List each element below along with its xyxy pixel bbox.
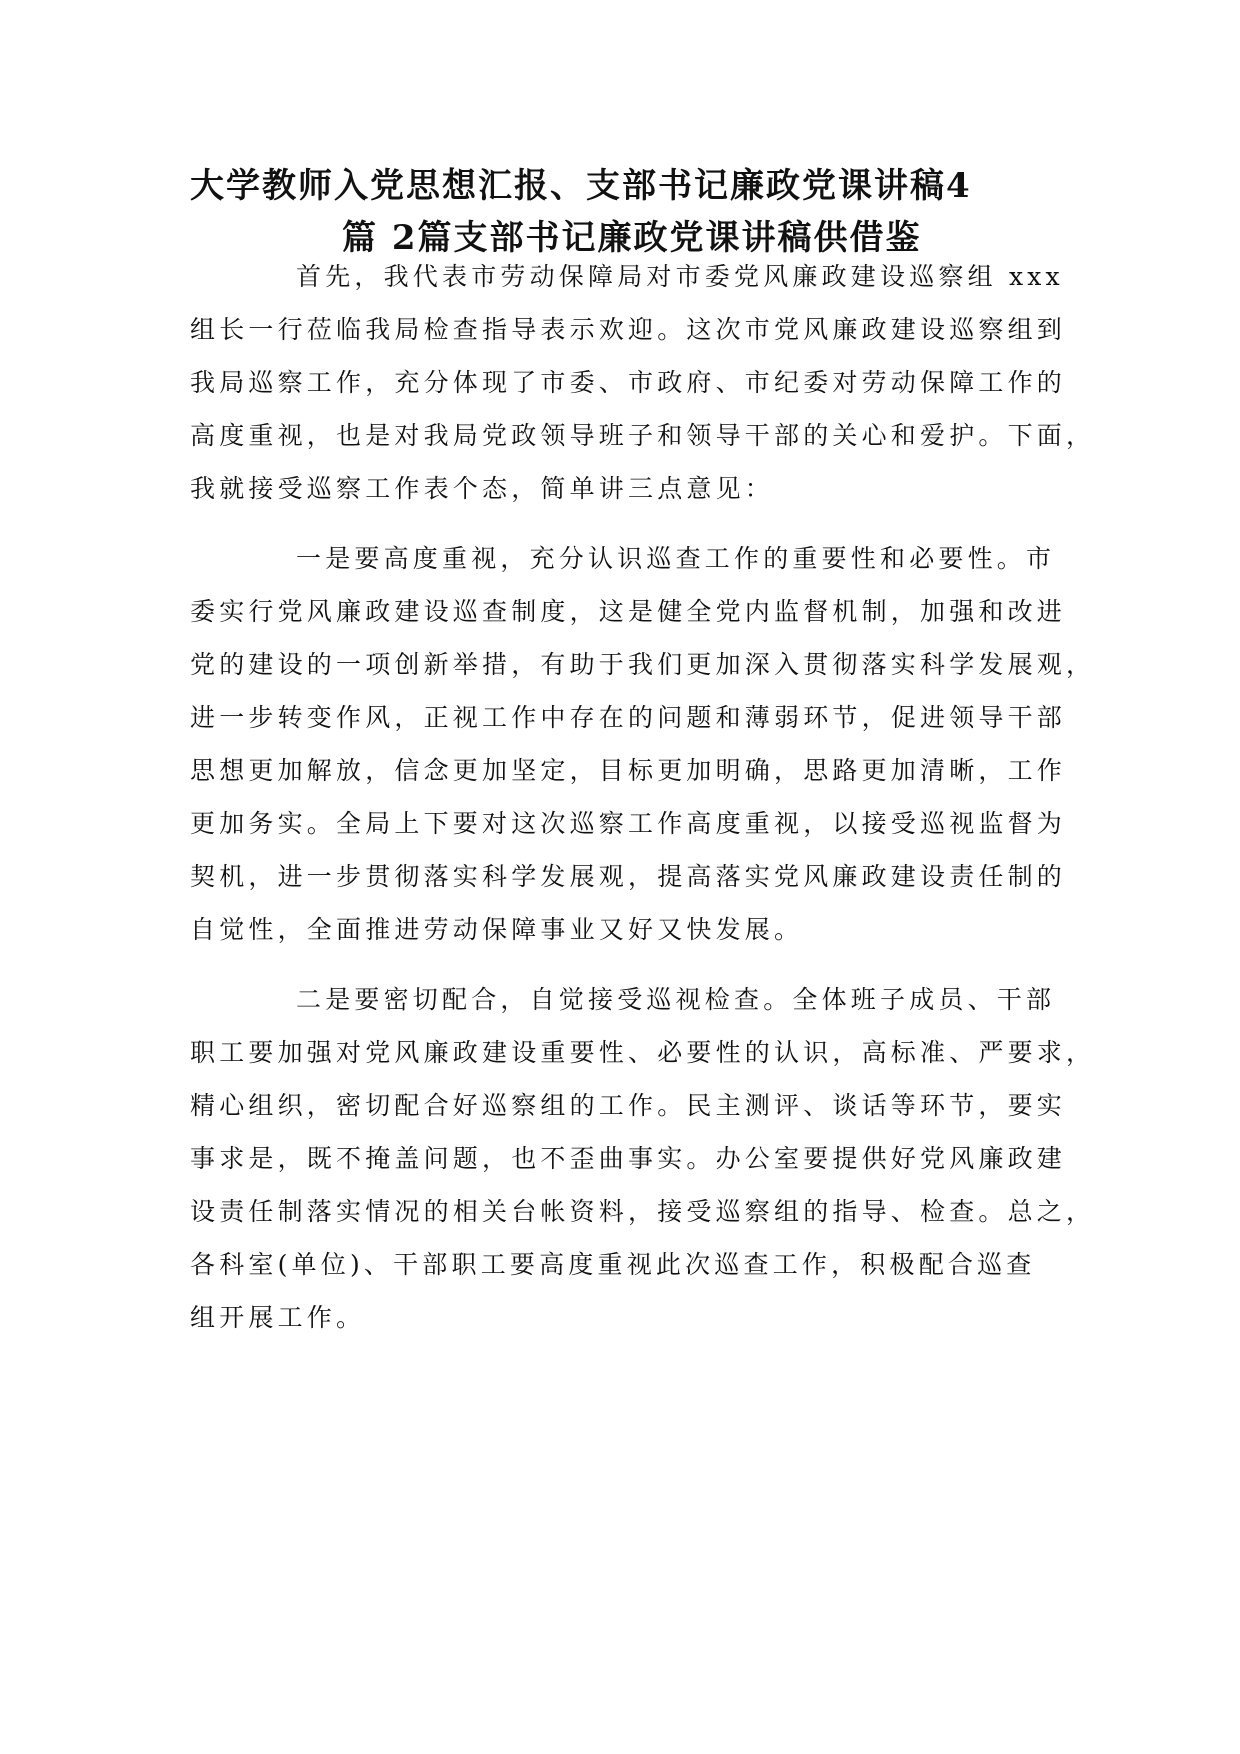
text-line: 党的建设的一项创新举措，有助于我们更加深入贯彻落实科学发展观， xyxy=(190,650,1096,679)
title-line: 大学教师入党思想汇报、支部书记廉政党课讲稿4 xyxy=(190,166,972,206)
text-line: 组长一行莅临我局检查指导表示欢迎。这次市党风廉政建设巡察组到 xyxy=(190,315,1067,344)
text-line: 各科室(单位)、干部职工要高度重视此次巡查工作，积极配合巡查 xyxy=(190,1250,1036,1279)
text-line: 组开展工作。 xyxy=(190,1303,366,1332)
text-line: 首先，我代表市劳动保障局对市委党风廉政建设巡察组 xxx xyxy=(296,262,1064,291)
text-line: 契机，进一步贯彻落实科学发展观，提高落实党风廉政建设责任制的 xyxy=(190,862,1067,891)
text-line: 设责任制落实情况的相关台帐资料，接受巡察组的指导、检查。总之， xyxy=(190,1197,1096,1226)
text-line: 思想更加解放，信念更加坚定，目标更加明确，思路更加清晰，工作 xyxy=(190,756,1067,785)
document-body xyxy=(190,250,1096,1361)
text-line: 我就接受巡察工作表个态，简单讲三点意见： xyxy=(190,474,775,503)
text-line: 一是要高度重视，充分认识巡查工作的重要性和必要性。市 xyxy=(296,544,1056,573)
text-line: 委实行党风廉政建设巡查制度，这是健全党内监督机制，加强和改进 xyxy=(190,597,1067,626)
text-line: 职工要加强对党风廉政建设重要性、必要性的认识，高标准、严要求， xyxy=(190,1038,1096,1067)
text-line: 我局巡察工作，充分体现了市委、市政府、市纪委对劳动保障工作的 xyxy=(190,368,1067,397)
title-line: 篇 2篇支部书记廉政党课讲稿供借鉴 xyxy=(342,218,922,258)
document-title xyxy=(190,160,1050,264)
text-line: 自觉性，全面推进劳动保障事业又好又快发展。 xyxy=(190,915,804,944)
text-line: 进一步转变作风，正视工作中存在的问题和薄弱环节，促进领导干部 xyxy=(190,703,1067,732)
paragraph-point-two xyxy=(190,973,1096,1344)
paragraph-point-one xyxy=(190,532,1096,956)
paragraph-welcome xyxy=(190,250,1096,515)
text-line: 精心组织，密切配合好巡察组的工作。民主测评、谈话等环节，要实 xyxy=(190,1091,1067,1120)
text-line: 事求是，既不掩盖问题，也不歪曲事实。办公室要提供好党风廉政建 xyxy=(190,1144,1067,1173)
text-line: 高度重视，也是对我局党政领导班子和领导干部的关心和爱护。下面， xyxy=(190,421,1096,450)
text-line: 更加务实。全局上下要对这次巡察工作高度重视，以接受巡视监督为 xyxy=(190,809,1067,838)
text-line: 二是要密切配合，自觉接受巡视检查。全体班子成员、干部 xyxy=(296,985,1056,1014)
